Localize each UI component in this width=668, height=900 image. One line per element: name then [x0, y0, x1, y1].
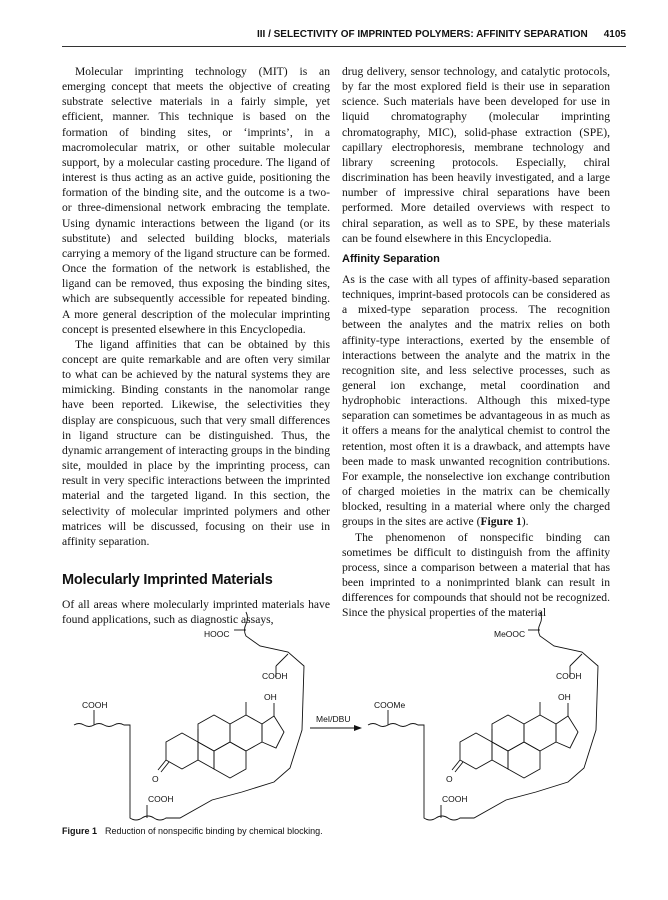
figure-caption	[62, 825, 323, 837]
figure-reference[interactable]: Figure 1	[480, 515, 522, 529]
paragraph-applications-cont: drug delivery, sensor technology, and catalytic protocols, by far the most explored field is their use in separation science. Such materials have been developed for use in liquid chromatography (molecular imprinting chromatography, MIC), solid-phase extraction (SPE), capillary electrophoresis, membrane technology and library screening protocols. Especially, chiral discrimination has been heavily investigated, and a large number of impressive chiral separations have been performed. More detailed overviews with respect to chiral separation, as well as to SPE, by these materials can be found elsewhere in this Encyclopedia.	[342, 65, 610, 245]
figure-label: Figure 1	[62, 826, 98, 836]
right-right-group: COOH	[556, 671, 582, 681]
section-heading-materials: Molecularly Imprinted Materials	[62, 572, 273, 588]
reagent-label: MeI/DBU	[316, 714, 351, 724]
right-bottom-group: COOH	[442, 794, 468, 804]
left-keto-oxygen: O	[152, 774, 159, 784]
figure-1	[62, 610, 628, 832]
header-title: III / SELECTIVITY OF IMPRINTED POLYMERS: AFFINITY SEPARATION	[256, 29, 588, 40]
running-header	[62, 28, 626, 47]
left-steroid-skeleton	[158, 702, 284, 778]
right-left-group: COOMe	[374, 700, 406, 710]
right-steroid-skeleton	[452, 702, 578, 778]
right-hydroxyl: OH	[558, 692, 571, 702]
right-top-group: MeOOC	[494, 629, 526, 639]
paragraph-nonspecific: The phenomenon of nonspecific binding can sometimes be difficult to distinguish from the affinity process, since a comparison between a material that has been imprinted to a nonimprinted blank can result in differences for compounds that should not be recognized. Since the physical properties of the material	[342, 530, 610, 620]
left-left-group: COOH	[82, 700, 108, 710]
paragraph-intro: Molecular imprinting technology (MIT) is an emerging concept that meets the objective of creating substrate selective materials in a fairly simple, yet efficient, manner. This technique is based on the formation of binding sites, or ‘imprints’, in a macromolecular matrix, or other suitable molecular support, by a molecular casting procedure. The ligand of interest is thus acting as an active guide, positioning the formation of the binding site, and the outcome is a two- or three-dimensional network embracing the template. Using dynamic interactions between the ligand (or its substitute) and selected building blocks, materials carrying a memory of the ligand structure can be formed. Once the formation of the network is established, the ligand can be removed, thus exposing the binding sites, which are subsequently accessible for repeated binding. A more general description of the molecular imprinting concept is presented elsewhere in this Encyclopedia.	[62, 65, 330, 336]
figure-1-scheme	[62, 610, 628, 832]
right-keto-oxygen: O	[446, 774, 453, 784]
left-right-group: COOH	[262, 671, 288, 681]
left-bottom-group: COOH	[148, 794, 174, 804]
left-polymer-matrix	[74, 612, 304, 820]
paragraph-mixed-type: As is the case with all types of affinity-based separation techniques, imprint-based protocols can be considered as a mixed-type separation process. The recognition between the analytes and the matrix relies on both affinity-type interactions, exerted by the ensemble of interactions between the analyte and the matrix in the recognition site, and less selective processes, such as general ion exchange, metal coordination and hydrophobic interactions. Although this mixed-type separation can sometimes be advantageous in as much as it offers a means for the analytical chemist to control the retention, most often it is a drawback, and attempts have been made to mask unwanted recognition contributions. For example, the nonselective ion exchange contribution of charged moieties in the matrix can be chemically blocked, resulting in a material where only the charged groups in the sites are active (Figure 1).	[342, 272, 610, 529]
right-polymer-matrix	[368, 612, 598, 820]
subsection-heading-affinity: Affinity Separation	[342, 252, 440, 265]
left-hydroxyl: OH	[264, 692, 277, 702]
paragraph-affinities: The ligand affinities that can be obtained by this concept are quite remarkable and are often very similar to what can be achieved by the natural systems they are mimicking. Binding constants in the nanomolar range have been reported. Likewise, the selectivities they display are conspicuous, such that very small differences in ligand structure can be distinguished. Thus, the dynamic arrangement of interacting groups in the binding site, moulded in place by the imprinting process, can result in very specific interactions between the imprinted material and the targeted ligand. In this section, the selectivity of molecular imprinted polymers and other matrices will be discussed, focusing on their use in affinity separation.	[62, 337, 330, 548]
left-top-group: HOOC	[204, 629, 230, 639]
page-number: 4105	[603, 29, 626, 40]
left-column	[62, 64, 330, 627]
paragraph-applications: Of all areas where molecularly imprinted materials have found applications, such as diagnostic assays,	[62, 598, 330, 627]
right-column	[342, 64, 610, 620]
figure-caption-text: Reduction of nonspecific binding by chemical blocking.	[105, 826, 323, 836]
